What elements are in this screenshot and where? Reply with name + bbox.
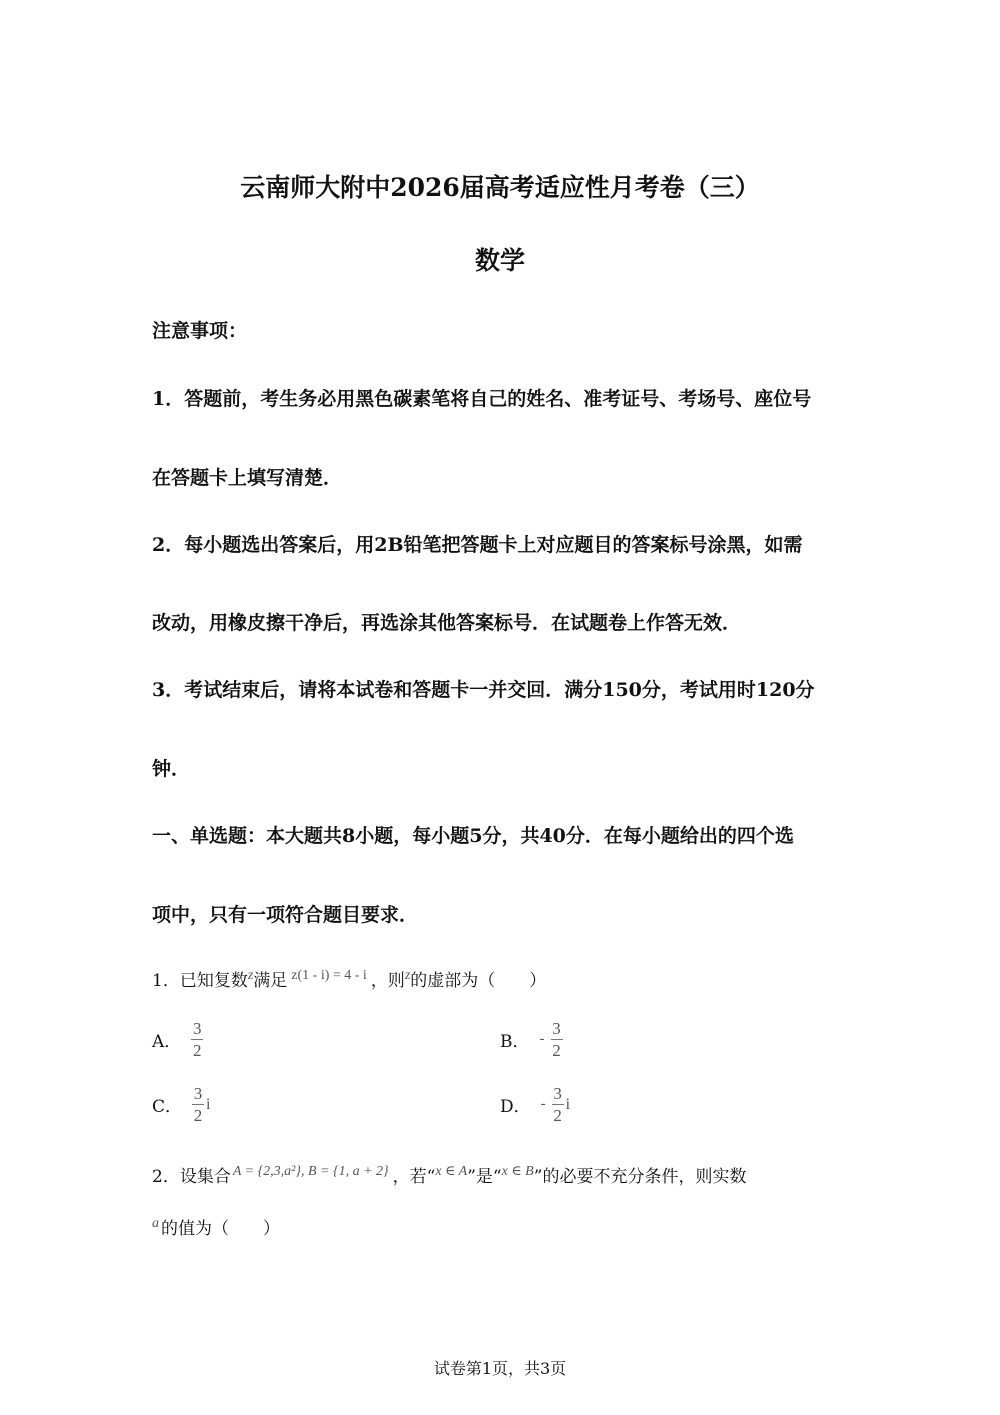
q2-text-3: ”是“ [467, 1167, 502, 1187]
section-1-line-1: 一、单选题：本大题共8小题，每小题5分，共40分．在每小题给出的四个选 [152, 825, 794, 847]
q1-option-c-denominator: 2 [193, 1106, 203, 1125]
note-item-1-line-2: 在答题卡上填写清楚． [152, 467, 343, 489]
q2-text-5: 的值为（ ） [161, 1219, 280, 1239]
section-1-line-2: 项中，只有一项符合题目要求． [152, 904, 419, 926]
q1-option-b[interactable] [500, 1018, 563, 1061]
question-1 [152, 966, 546, 991]
q1-option-a-denominator: 2 [193, 1041, 202, 1060]
q1-option-b-fraction [551, 1018, 563, 1061]
note-item-3-line-1: 3．考试结束后，请将本试卷和答题卡一并交回．满分150分，考试用时120分 [152, 679, 815, 701]
q1-option-a-numerator: 3 [193, 1019, 202, 1038]
q1-option-d-denominator: 2 [553, 1106, 562, 1125]
page-footer: 试卷第1页，共3页 [433, 1359, 567, 1378]
q1-text-1: 1．已知复数 [152, 971, 248, 991]
q1-option-b-sign: - [539, 1031, 545, 1047]
q1-equation: z(1 - i) = 4 - i [291, 968, 367, 983]
q1-var-z-2: z [404, 968, 411, 983]
q2-var-a: a [152, 1216, 159, 1231]
q1-option-a-label: A． [152, 1032, 182, 1052]
q1-option-d-numerator: 3 [553, 1084, 562, 1103]
q1-option-a[interactable] [152, 1018, 203, 1061]
notes-heading: 注意事项： [152, 320, 248, 342]
q2-text-4: ”的必要不充分条件，则实数 [533, 1167, 747, 1187]
q2-condition-2: x ∈ B [501, 1164, 534, 1179]
q1-option-a-fraction [191, 1018, 203, 1061]
q1-option-b-denominator: 2 [552, 1041, 561, 1060]
q1-option-c-label: C． [152, 1097, 183, 1117]
q1-option-c-fraction [192, 1083, 204, 1126]
exam-title: 云南师大附中2026届高考适应性月考卷（三） [240, 173, 760, 202]
question-2 [152, 1162, 746, 1187]
note-item-2-line-1: 2．每小题选出答案后，用2B铅笔把答题卡上对应题目的答案标号涂黑，如需 [152, 534, 803, 556]
question-2-line-2 [152, 1214, 280, 1239]
q1-option-c[interactable] [152, 1083, 210, 1126]
q1-option-b-numerator: 3 [552, 1019, 561, 1038]
q1-text-2: 满足 [253, 971, 288, 991]
note-item-1-line-1: 1．答题前，考生务必用黑色碳素笔将自己的姓名、准考证号、考场号、座位号 [152, 388, 812, 410]
q2-set-a: A = {2,3,a²} [232, 1164, 301, 1179]
q1-option-d-label: D． [500, 1097, 531, 1117]
q2-text-2: ，若“ [392, 1167, 436, 1187]
subject-title: 数学 [474, 246, 525, 275]
q1-option-c-unit: i [206, 1095, 211, 1113]
q2-set-b: , B = {1, a + 2} [300, 1164, 389, 1179]
q1-option-d[interactable] [500, 1083, 570, 1126]
q1-text-4: 的虚部为（ ） [410, 971, 547, 991]
q1-option-c-numerator: 3 [193, 1084, 203, 1103]
q1-var-z: z [247, 968, 254, 983]
q2-condition-1: x ∈ A [435, 1164, 468, 1179]
note-item-3-line-2: 钟． [152, 758, 191, 780]
note-item-2-line-2: 改动，用橡皮擦干净后，再选涂其他答案标号．在试题卷上作答无效． [152, 612, 742, 634]
q1-option-d-sign: - [540, 1096, 546, 1112]
q1-option-b-label: B． [500, 1032, 530, 1052]
q1-text-3: ，则 [370, 971, 405, 991]
q2-text-1: 2．设集合 [152, 1167, 231, 1187]
q1-option-d-unit: i [565, 1095, 571, 1113]
q1-option-d-fraction [552, 1083, 564, 1126]
